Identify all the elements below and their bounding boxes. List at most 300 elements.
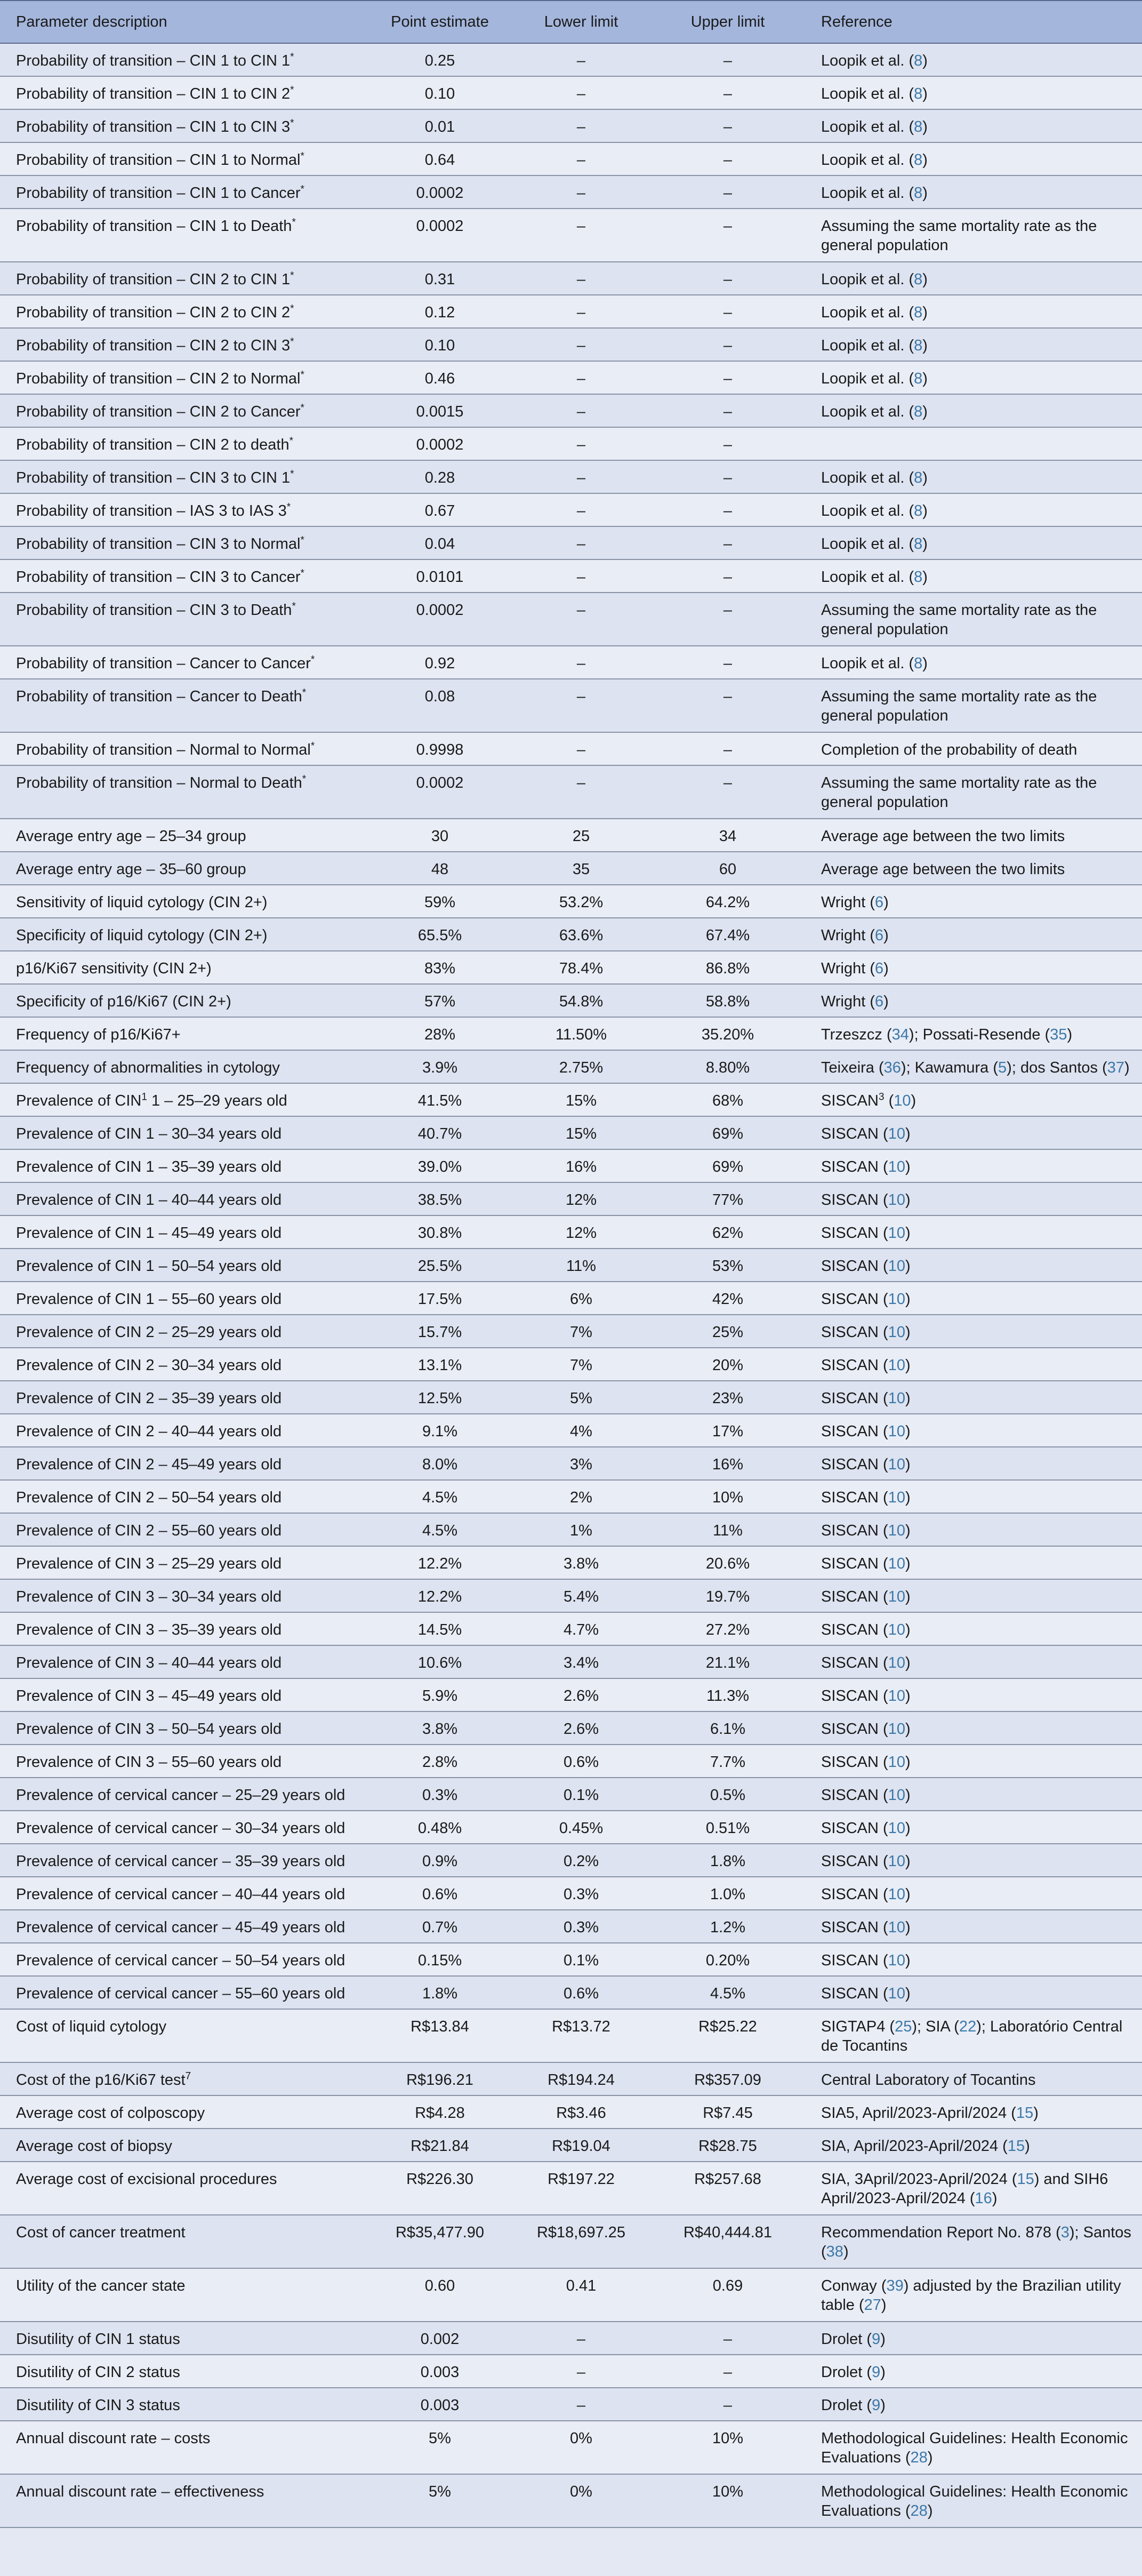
upper-limit-cell: 60 xyxy=(650,852,805,885)
table-row xyxy=(0,1348,1142,1381)
parameter-text: Probability of transition – CIN 2 to death xyxy=(16,436,289,453)
lower-limit-cell: 63.6% xyxy=(512,918,650,951)
citation-number: 38 xyxy=(826,2243,843,2260)
parameter-cell xyxy=(0,2129,368,2162)
table-row xyxy=(0,1116,1142,1149)
parameter-footnote-mark: * xyxy=(290,84,294,96)
reference-text: Methodological Guidelines: Health Economic Evaluations ( xyxy=(821,2483,1128,2519)
upper-limit-cell: 6.1% xyxy=(650,1711,805,1745)
reference-text: Loopik et al. ( xyxy=(821,403,914,420)
reference-cell xyxy=(805,732,1142,765)
table-row xyxy=(0,1745,1142,1778)
reference-cell xyxy=(805,394,1142,427)
table-row xyxy=(0,852,1142,885)
upper-limit-cell: – xyxy=(650,526,805,559)
reference-cell xyxy=(805,76,1142,109)
lower-limit-cell: – xyxy=(512,732,650,765)
reference-cell xyxy=(805,2062,1142,2095)
reference-text: SISCAN ( xyxy=(821,1225,888,1242)
reference-cell xyxy=(805,328,1142,361)
reference-cell xyxy=(805,1745,1142,1778)
reference-cell xyxy=(805,1348,1142,1381)
point-estimate-cell: 0.0002 xyxy=(368,593,512,646)
point-estimate-cell: 0.25 xyxy=(368,43,512,76)
reference-text: SISCAN ( xyxy=(821,1423,888,1440)
parameter-cell xyxy=(0,2355,368,2388)
table-row xyxy=(0,1778,1142,1811)
table-row xyxy=(0,2355,1142,2388)
lower-limit-cell: 2.75% xyxy=(512,1050,650,1083)
table-row xyxy=(0,679,1142,732)
citation-number: 8 xyxy=(914,655,923,672)
parameter-footnote-mark: * xyxy=(289,435,294,447)
parameter-text: Prevalence of CIN 1 – 40–44 years old xyxy=(16,1191,282,1209)
parameter-text: Prevalence of CIN 3 – 50–54 years old xyxy=(16,1721,282,1738)
reference-cell xyxy=(805,593,1142,646)
table-row xyxy=(0,1315,1142,1348)
reference-cell xyxy=(805,1017,1142,1050)
lower-limit-cell: 1% xyxy=(512,1513,650,1546)
point-estimate-cell: 30 xyxy=(368,819,512,852)
reference-text: ) xyxy=(905,1820,911,1837)
reference-cell xyxy=(805,1282,1142,1315)
reference-text: ) xyxy=(905,1158,911,1175)
citation-number: 15 xyxy=(1017,2171,1034,2188)
reference-text: Drolet ( xyxy=(821,2364,872,2381)
table-row xyxy=(0,1811,1142,1844)
reference-cell xyxy=(805,1513,1142,1546)
point-estimate-cell: 17.5% xyxy=(368,1282,512,1315)
reference-cell xyxy=(805,1844,1142,1877)
reference-cell xyxy=(805,1612,1142,1645)
reference-text: Assuming the same mortality rate as the general population xyxy=(821,774,1097,811)
lower-limit-cell: 15% xyxy=(512,1083,650,1116)
reference-cell xyxy=(805,1678,1142,1711)
reference-text: ) xyxy=(905,1191,911,1209)
parameter-text: Probability of transition – CIN 1 to Death xyxy=(16,218,292,235)
table-row xyxy=(0,209,1142,262)
point-estimate-cell: R$13.84 xyxy=(368,2009,512,2062)
point-estimate-cell: 83% xyxy=(368,951,512,984)
reference-text: ) xyxy=(927,2449,933,2466)
reference-text: ); dos Santos ( xyxy=(1007,1059,1107,1076)
parameter-text: Annual discount rate – effectiveness xyxy=(16,2483,264,2500)
parameter-cell xyxy=(0,2009,368,2062)
reference-cell xyxy=(805,1711,1142,1745)
upper-limit-cell: 35.20% xyxy=(650,1017,805,1050)
point-estimate-cell: 0.08 xyxy=(368,679,512,732)
citation-number: 8 xyxy=(914,502,923,519)
upper-limit-cell: 0.5% xyxy=(650,1778,805,1811)
table-row xyxy=(0,2095,1142,2129)
table-row xyxy=(0,1149,1142,1182)
parameter-text: Prevalence of CIN 3 – 40–44 years old xyxy=(16,1654,282,1671)
parameter-cell xyxy=(0,1050,368,1083)
reference-text: ) xyxy=(883,960,889,977)
reference-text: ) xyxy=(905,1754,911,1771)
upper-limit-cell: – xyxy=(650,2355,805,2388)
reference-text: ) xyxy=(922,535,928,553)
reference-text: ) xyxy=(883,927,889,944)
parameter-footnote-mark: 1 xyxy=(141,1091,147,1103)
reference-text: SISCAN ( xyxy=(821,1919,888,1936)
table-row xyxy=(0,1976,1142,2009)
reference-text: Average age between the two limits xyxy=(821,828,1065,845)
citation-number: 27 xyxy=(864,2297,881,2314)
table-row xyxy=(0,1480,1142,1513)
reference-cell xyxy=(805,1215,1142,1249)
citation-number: 10 xyxy=(888,1588,905,1605)
point-estimate-cell: 0.48% xyxy=(368,1811,512,1844)
reference-text: Loopik et al. ( xyxy=(821,271,914,288)
parameter-cell xyxy=(0,593,368,646)
reference-cell xyxy=(805,2421,1142,2474)
citation-number: 35 xyxy=(1050,1026,1067,1043)
reference-cell xyxy=(805,1249,1142,1282)
upper-limit-cell: – xyxy=(650,593,805,646)
reference-text: Loopik et al. ( xyxy=(821,535,914,553)
parameter-cell xyxy=(0,493,368,526)
reference-cell xyxy=(805,885,1142,918)
upper-limit-cell: – xyxy=(650,2322,805,2355)
lower-limit-cell: 5% xyxy=(512,1381,650,1414)
reference-text: SISCAN xyxy=(821,1092,879,1109)
reference-cell xyxy=(805,1645,1142,1678)
point-estimate-cell: 25.5% xyxy=(368,1249,512,1282)
parameter-text: Probability of transition – CIN 3 to Normal xyxy=(16,535,301,553)
lower-limit-cell: 78.4% xyxy=(512,951,650,984)
reference-text: SISCAN ( xyxy=(821,1258,888,1275)
citation-number: 10 xyxy=(888,1853,905,1870)
reference-cell xyxy=(805,1414,1142,1447)
citation-number: 10 xyxy=(888,1158,905,1175)
upper-limit-cell: 53% xyxy=(650,1249,805,1282)
reference-cell xyxy=(805,1778,1142,1811)
header-parameter-description: Parameter description xyxy=(0,1,368,43)
parameter-cell xyxy=(0,526,368,559)
reference-text: ) xyxy=(922,569,928,586)
lower-limit-cell: 0% xyxy=(512,2474,650,2527)
parameter-text: Prevalence of cervical cancer – 40–44 years old xyxy=(16,1886,345,1903)
reference-text: SIA5, April/2023-April/2024 ( xyxy=(821,2105,1016,2122)
lower-limit-cell: R$197.22 xyxy=(512,2162,650,2215)
citation-number: 9 xyxy=(872,2364,881,2381)
parameter-text: Annual discount rate – costs xyxy=(16,2430,211,2447)
lower-limit-cell: – xyxy=(512,142,650,175)
parameter-text: Prevalence of cervical cancer – 25–29 years old xyxy=(16,1787,345,1804)
point-estimate-cell: 5.9% xyxy=(368,1678,512,1711)
citation-number: 10 xyxy=(888,1621,905,1638)
parameter-cell xyxy=(0,1711,368,1745)
parameter-text: Probability of transition – CIN 2 to CIN 2 xyxy=(16,304,291,321)
parameter-footnote-mark: 7 xyxy=(185,2070,191,2082)
parameter-cell xyxy=(0,2268,368,2322)
lower-limit-cell: – xyxy=(512,295,650,328)
parameter-text: Prevalence of cervical cancer – 30–34 years old xyxy=(16,1820,345,1837)
reference-cell xyxy=(805,109,1142,142)
table-row xyxy=(0,295,1142,328)
point-estimate-cell: 38.5% xyxy=(368,1182,512,1215)
lower-limit-cell: 12% xyxy=(512,1215,650,1249)
point-estimate-cell: 0.15% xyxy=(368,1943,512,1976)
lower-limit-cell: 54.8% xyxy=(512,984,650,1017)
parameter-cell xyxy=(0,765,368,819)
lower-limit-cell: – xyxy=(512,175,650,209)
parameter-text: Probability of transition – CIN 2 to Normal xyxy=(16,370,301,387)
upper-limit-cell: 16% xyxy=(650,1447,805,1480)
parameter-cell xyxy=(0,1116,368,1149)
reference-cell xyxy=(805,2215,1142,2268)
reference-text: ); Santos ( xyxy=(821,2224,1131,2260)
parameter-footnote-mark: * xyxy=(286,501,291,513)
upper-limit-cell: R$25.22 xyxy=(650,2009,805,2062)
citation-number: 8 xyxy=(914,535,923,553)
reference-footnote-mark: 3 xyxy=(878,1091,884,1103)
reference-text: Loopik et al. ( xyxy=(821,502,914,519)
table-row xyxy=(0,1546,1142,1579)
citation-number: 10 xyxy=(888,1787,905,1804)
table-row xyxy=(0,175,1142,209)
parameter-text: Average entry age – 25–34 group xyxy=(16,828,246,845)
table-row xyxy=(0,885,1142,918)
citation-number: 10 xyxy=(888,1687,905,1705)
reference-text: Conway ( xyxy=(821,2277,887,2294)
citation-number: 10 xyxy=(888,1291,905,1308)
header-lower-limit: Lower limit xyxy=(512,1,650,43)
reference-text: SISCAN ( xyxy=(821,1357,888,1374)
parameter-text: Probability of transition – CIN 3 to Death xyxy=(16,602,292,619)
header-reference: Reference xyxy=(805,1,1142,43)
reference-cell xyxy=(805,2162,1142,2215)
citation-number: 10 xyxy=(894,1092,911,1109)
reference-text: SISCAN ( xyxy=(821,1191,888,1209)
upper-limit-cell: 77% xyxy=(650,1182,805,1215)
point-estimate-cell: 48 xyxy=(368,852,512,885)
reference-cell xyxy=(805,1083,1142,1116)
parameter-footnote-mark: * xyxy=(290,303,294,315)
lower-limit-cell: – xyxy=(512,262,650,295)
parameter-footnote-mark: * xyxy=(302,773,307,785)
upper-limit-cell: R$357.09 xyxy=(650,2062,805,2095)
reference-text: Teixeira ( xyxy=(821,1059,884,1076)
upper-limit-cell: 69% xyxy=(650,1149,805,1182)
reference-cell xyxy=(805,427,1142,460)
upper-limit-cell: 0.51% xyxy=(650,1811,805,1844)
table-row xyxy=(0,1381,1142,1414)
upper-limit-cell: – xyxy=(650,209,805,262)
point-estimate-cell: 0.0002 xyxy=(368,175,512,209)
citation-number: 25 xyxy=(895,2018,912,2035)
parameter-cell xyxy=(0,1282,368,1315)
upper-limit-cell: 67.4% xyxy=(650,918,805,951)
point-estimate-cell: 0.0101 xyxy=(368,559,512,593)
reference-cell xyxy=(805,951,1142,984)
parameter-cell xyxy=(0,1017,368,1050)
parameter-text: Probability of transition – CIN 2 to CIN 3 xyxy=(16,337,291,354)
reference-text: ) xyxy=(1124,1059,1130,1076)
parameter-text: Specificity of p16/Ki67 (CIN 2+) xyxy=(16,993,231,1010)
reference-text: SIA, April/2023-April/2024 ( xyxy=(821,2138,1008,2155)
lower-limit-cell: – xyxy=(512,427,650,460)
table-row xyxy=(0,732,1142,765)
point-estimate-cell: 0.0002 xyxy=(368,427,512,460)
reference-text: Assuming the same mortality rate as the general population xyxy=(821,218,1097,254)
parameter-text: Prevalence of CIN xyxy=(16,1092,142,1109)
parameter-footnote-mark: * xyxy=(300,402,304,414)
parameter-footnote-mark: * xyxy=(292,601,296,612)
citation-number: 28 xyxy=(910,2449,928,2466)
reference-text: SISCAN ( xyxy=(821,1787,888,1804)
reference-cell xyxy=(805,679,1142,732)
reference-text: ) xyxy=(905,1654,911,1671)
reference-text: SISCAN ( xyxy=(821,1588,888,1605)
citation-number: 8 xyxy=(914,337,923,354)
point-estimate-cell: 57% xyxy=(368,984,512,1017)
point-estimate-cell: 30.8% xyxy=(368,1215,512,1249)
upper-limit-cell: – xyxy=(650,460,805,493)
parameter-text: Cost of the p16/Ki67 test xyxy=(16,2071,186,2089)
parameter-text: Probability of transition – CIN 2 to CIN 1 xyxy=(16,271,291,288)
citation-number: 10 xyxy=(888,1357,905,1374)
parameter-cell xyxy=(0,679,368,732)
citation-number: 10 xyxy=(888,1952,905,1969)
upper-limit-cell: – xyxy=(650,328,805,361)
reference-cell xyxy=(805,295,1142,328)
upper-limit-cell: 1.0% xyxy=(650,1877,805,1910)
parameter-footnote-mark: * xyxy=(310,740,315,752)
reference-text: SISCAN ( xyxy=(821,1158,888,1175)
parameter-text: Specificity of liquid cytology (CIN 2+) xyxy=(16,927,268,944)
lower-limit-cell: 53.2% xyxy=(512,885,650,918)
reference-text: ) xyxy=(905,1886,911,1903)
table-row xyxy=(0,1579,1142,1612)
parameter-text: Disutility of CIN 2 status xyxy=(16,2364,180,2381)
upper-limit-cell: – xyxy=(650,394,805,427)
parameter-cell xyxy=(0,646,368,679)
lower-limit-cell: 3.8% xyxy=(512,1546,650,1579)
reference-text: Wright ( xyxy=(821,960,875,977)
point-estimate-cell: 0.003 xyxy=(368,2355,512,2388)
point-estimate-cell: 0.002 xyxy=(368,2322,512,2355)
reference-text: ) xyxy=(922,337,928,354)
citation-number: 8 xyxy=(914,370,923,387)
parameter-footnote-mark: * xyxy=(310,654,315,666)
reference-cell xyxy=(805,1943,1142,1976)
upper-limit-cell: 19.7% xyxy=(650,1579,805,1612)
reference-cell xyxy=(805,918,1142,951)
parameter-cell xyxy=(0,1811,368,1844)
table-row xyxy=(0,1678,1142,1711)
reference-cell xyxy=(805,493,1142,526)
reference-text: ) xyxy=(1033,2105,1039,2122)
point-estimate-cell: 40.7% xyxy=(368,1116,512,1149)
reference-text: ) xyxy=(905,1357,911,1374)
parameter-cell xyxy=(0,1612,368,1645)
parameter-cell xyxy=(0,2322,368,2355)
reference-text: ) xyxy=(1067,1026,1073,1043)
upper-limit-cell: 42% xyxy=(650,1282,805,1315)
upper-limit-cell: 21.1% xyxy=(650,1645,805,1678)
point-estimate-cell: 2.8% xyxy=(368,1745,512,1778)
upper-limit-cell: 7.7% xyxy=(650,1745,805,1778)
reference-text: ) adjusted by the Brazilian utility table ( xyxy=(821,2277,1121,2314)
upper-limit-cell: R$40,444.81 xyxy=(650,2215,805,2268)
upper-limit-cell: – xyxy=(650,646,805,679)
parameter-text: Cost of liquid cytology xyxy=(16,2018,167,2035)
reference-text: SISCAN ( xyxy=(821,1324,888,1341)
lower-limit-cell: 4.7% xyxy=(512,1612,650,1645)
point-estimate-cell: 3.8% xyxy=(368,1711,512,1745)
upper-limit-cell: 25% xyxy=(650,1315,805,1348)
parameter-cell xyxy=(0,2095,368,2129)
reference-text: SISCAN ( xyxy=(821,1390,888,1407)
citation-number: 10 xyxy=(888,1919,905,1936)
point-estimate-cell: 5% xyxy=(368,2474,512,2527)
parameter-text: Probability of transition – CIN 1 to CIN 1 xyxy=(16,52,291,69)
point-estimate-cell: 1.8% xyxy=(368,1976,512,2009)
table-row xyxy=(0,2421,1142,2474)
reference-text: Loopik et al. ( xyxy=(821,655,914,672)
upper-limit-cell: 62% xyxy=(650,1215,805,1249)
table-row xyxy=(0,460,1142,493)
lower-limit-cell: 3.4% xyxy=(512,1645,650,1678)
parameter-text: p16/Ki67 sensitivity (CIN 2+) xyxy=(16,960,212,977)
upper-limit-cell: 8.80% xyxy=(650,1050,805,1083)
parameter-cell xyxy=(0,2215,368,2268)
parameter-text: Probability of transition – Normal to Normal xyxy=(16,741,311,758)
table-row xyxy=(0,1017,1142,1050)
reference-text: ) xyxy=(922,52,928,69)
parameter-text: Average entry age – 35–60 group xyxy=(16,861,246,878)
point-estimate-cell: 0.9% xyxy=(368,1844,512,1877)
reference-text: ) xyxy=(843,2243,849,2260)
lower-limit-cell: 3% xyxy=(512,1447,650,1480)
table-body xyxy=(0,43,1142,2527)
parameter-text: Probability of transition – Cancer to Death xyxy=(16,688,302,705)
reference-text: Central Laboratory of Tocantins xyxy=(821,2071,1036,2089)
reference-text: ) xyxy=(905,1390,911,1407)
parameter-text: Prevalence of cervical cancer – 50–54 years old xyxy=(16,1952,345,1969)
lower-limit-cell: – xyxy=(512,2355,650,2388)
parameter-text: Prevalence of CIN 1 – 55–60 years old xyxy=(16,1291,282,1308)
table-row xyxy=(0,1513,1142,1546)
citation-number: 36 xyxy=(883,1059,901,1076)
reference-text: Recommendation Report No. 878 ( xyxy=(821,2224,1061,2241)
upper-limit-cell: 34 xyxy=(650,819,805,852)
reference-cell xyxy=(805,2095,1142,2129)
point-estimate-cell: 0.003 xyxy=(368,2388,512,2421)
lower-limit-cell: – xyxy=(512,493,650,526)
parameter-text: Probability of transition – CIN 3 to Cancer xyxy=(16,569,301,586)
reference-text: ) xyxy=(922,370,928,387)
upper-limit-cell: 20.6% xyxy=(650,1546,805,1579)
upper-limit-cell: 23% xyxy=(650,1381,805,1414)
reference-text: Drolet ( xyxy=(821,2397,872,2414)
parameter-cell xyxy=(0,43,368,76)
citation-number: 8 xyxy=(914,118,923,135)
citation-number: 6 xyxy=(874,927,884,944)
parameter-cell xyxy=(0,984,368,1017)
parameter-text: Probability of transition – CIN 2 to Cancer xyxy=(16,403,301,420)
citation-number: 8 xyxy=(914,304,923,321)
table-row xyxy=(0,1910,1142,1943)
point-estimate-cell: R$35,477.90 xyxy=(368,2215,512,2268)
reference-text: Wright ( xyxy=(821,993,875,1010)
reference-text: Loopik et al. ( xyxy=(821,85,914,102)
reference-cell xyxy=(805,559,1142,593)
parameter-cell xyxy=(0,328,368,361)
table-row xyxy=(0,1447,1142,1480)
